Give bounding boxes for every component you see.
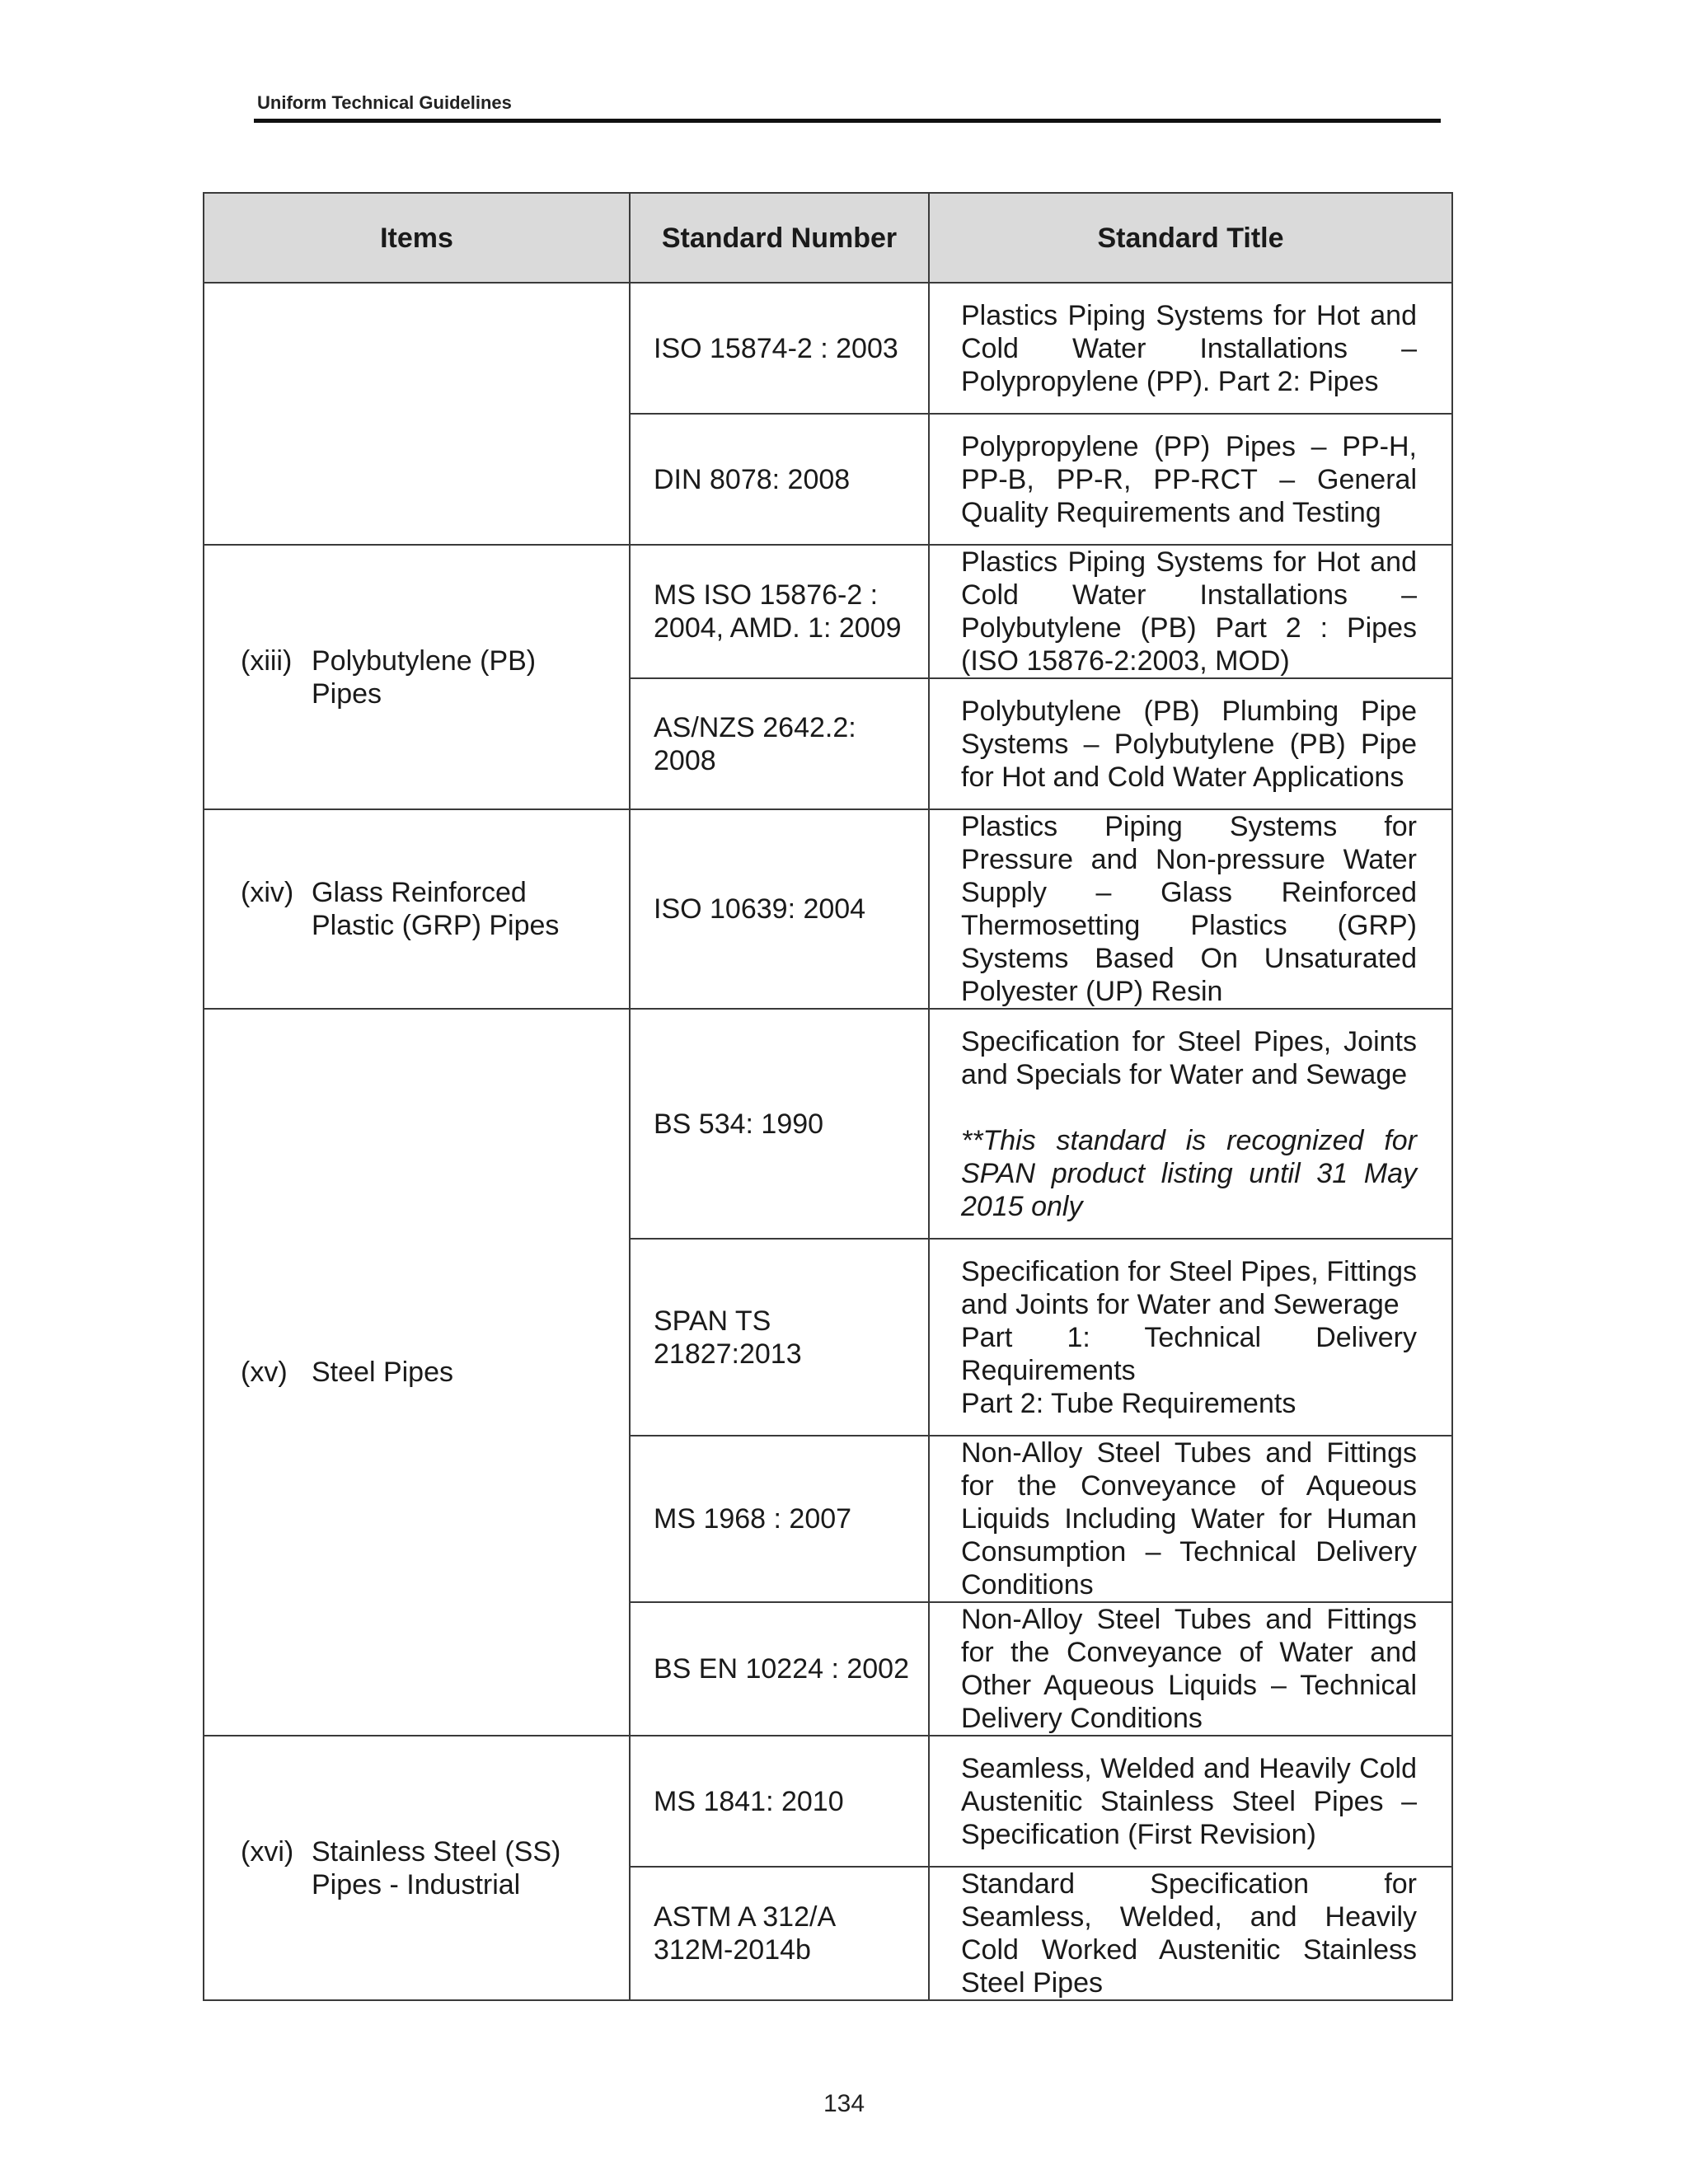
item-cell — [204, 1009, 630, 1736]
standard-title-cell — [929, 1239, 1452, 1436]
table-row — [204, 545, 1452, 678]
standard-title: Specification for Steel Pipes, Fittings and Joints for Water and Sewerage — [961, 1255, 1417, 1320]
standard-number: MS 1841: 2010 — [630, 1736, 929, 1867]
standard-number: SPAN TS 21827:2013 — [630, 1239, 929, 1436]
standard-title: Non-Alloy Steel Tubes and Fittings for the Conveyance of Aqueous Liquids Including Water for Human Consumption – Technical Delivery Conditions — [929, 1436, 1452, 1602]
standard-number: ISO 15874-2 : 2003 — [630, 283, 929, 414]
standard-part-2: Part 2: Tube Requirements — [961, 1387, 1296, 1419]
item-name: Steel Pipes — [312, 1357, 453, 1388]
standard-title: Non-Alloy Steel Tubes and Fittings for the Conveyance of Water and Other Aqueous Liquids – Technical Delivery Conditions — [929, 1602, 1452, 1736]
item-roman: (xv) — [241, 1357, 288, 1388]
standard-note: **This standard is recognized for SPAN product listing until 31 May 2015 only — [961, 1124, 1417, 1222]
table-row — [204, 283, 1452, 414]
item-cell — [204, 1736, 630, 2000]
standard-title: Seamless, Welded and Heavily Cold Austenitic Stainless Steel Pipes – Specification (First Revision) — [929, 1736, 1452, 1867]
standard-number: BS EN 10224 : 2002 — [630, 1602, 929, 1736]
standard-title: Plastics Piping Systems for Hot and Cold Water Installations – Polypropylene (PP). Part 2: Pipes — [929, 283, 1452, 414]
standard-title: Standard Specification for Seamless, Welded, and Heavily Cold Worked Austenitic Stainless Steel Pipes — [929, 1867, 1452, 2000]
standard-part-1: Part 1: Technical Delivery Requirements — [961, 1321, 1417, 1386]
standard-title: Specification for Steel Pipes, Joints and Specials for Water and Sewage — [961, 1025, 1417, 1090]
standard-number: DIN 8078: 2008 — [630, 414, 929, 545]
item-name: Glass Reinforced Plastic (GRP) Pipes — [312, 877, 560, 941]
standard-title: Polybutylene (PB) Plumbing Pipe Systems – Polybutylene (PB) Pipe for Hot and Cold Water Applications — [929, 678, 1452, 809]
standards-table — [203, 192, 1453, 2001]
standard-title: Polypropylene (PP) Pipes – PP-H, PP-B, PP-R, PP-RCT – General Quality Requirements and Testing — [929, 414, 1452, 545]
standard-number: MS 1968 : 2007 — [630, 1436, 929, 1602]
standard-number: BS 534: 1990 — [630, 1009, 929, 1239]
item-name: Polybutylene (PB) Pipes — [312, 644, 537, 710]
standard-number: ISO 10639: 2004 — [630, 809, 929, 1009]
standard-title: Plastics Piping Systems for Hot and Cold Water Installations – Polybutylene (PB) Part 2 : Pipes (ISO 15876-2:2003, MOD) — [929, 545, 1452, 678]
item-name: Stainless Steel (SS) Pipes - Industrial — [312, 1835, 561, 1900]
item-cell-continued — [204, 283, 630, 545]
column-header-items: Items — [204, 193, 630, 283]
page-number: 134 — [823, 2090, 865, 2117]
item-roman: (xvi) — [241, 1835, 294, 1868]
standard-title-cell — [929, 1009, 1452, 1239]
standard-number: MS ISO 15876-2 : 2004, AMD. 1: 2009 — [630, 545, 929, 678]
item-roman: (xiv) — [241, 877, 294, 908]
table-header-row — [204, 193, 1452, 283]
table-row — [204, 1736, 1452, 1867]
header-rule — [254, 119, 1441, 123]
column-header-standard-title: Standard Title — [929, 193, 1452, 283]
standard-title: Plastics Piping Systems for Pressure and Non-pressure Water Supply – Glass Reinforced Thermosetting Plastics (GRP) Systems Based On Unsaturated Polyester (UP) Resin — [929, 809, 1452, 1009]
item-roman: (xiii) — [241, 644, 293, 677]
table-row — [204, 809, 1452, 1009]
table-row — [204, 1009, 1452, 1239]
item-cell — [204, 809, 630, 1009]
column-header-standard-number: Standard Number — [630, 193, 929, 283]
standard-number: ASTM A 312/A 312M-2014b — [630, 1867, 929, 2000]
item-cell — [204, 545, 630, 809]
document-header-title: Uniform Technical Guidelines — [257, 92, 512, 113]
standard-number: AS/NZS 2642.2: 2008 — [630, 678, 929, 809]
